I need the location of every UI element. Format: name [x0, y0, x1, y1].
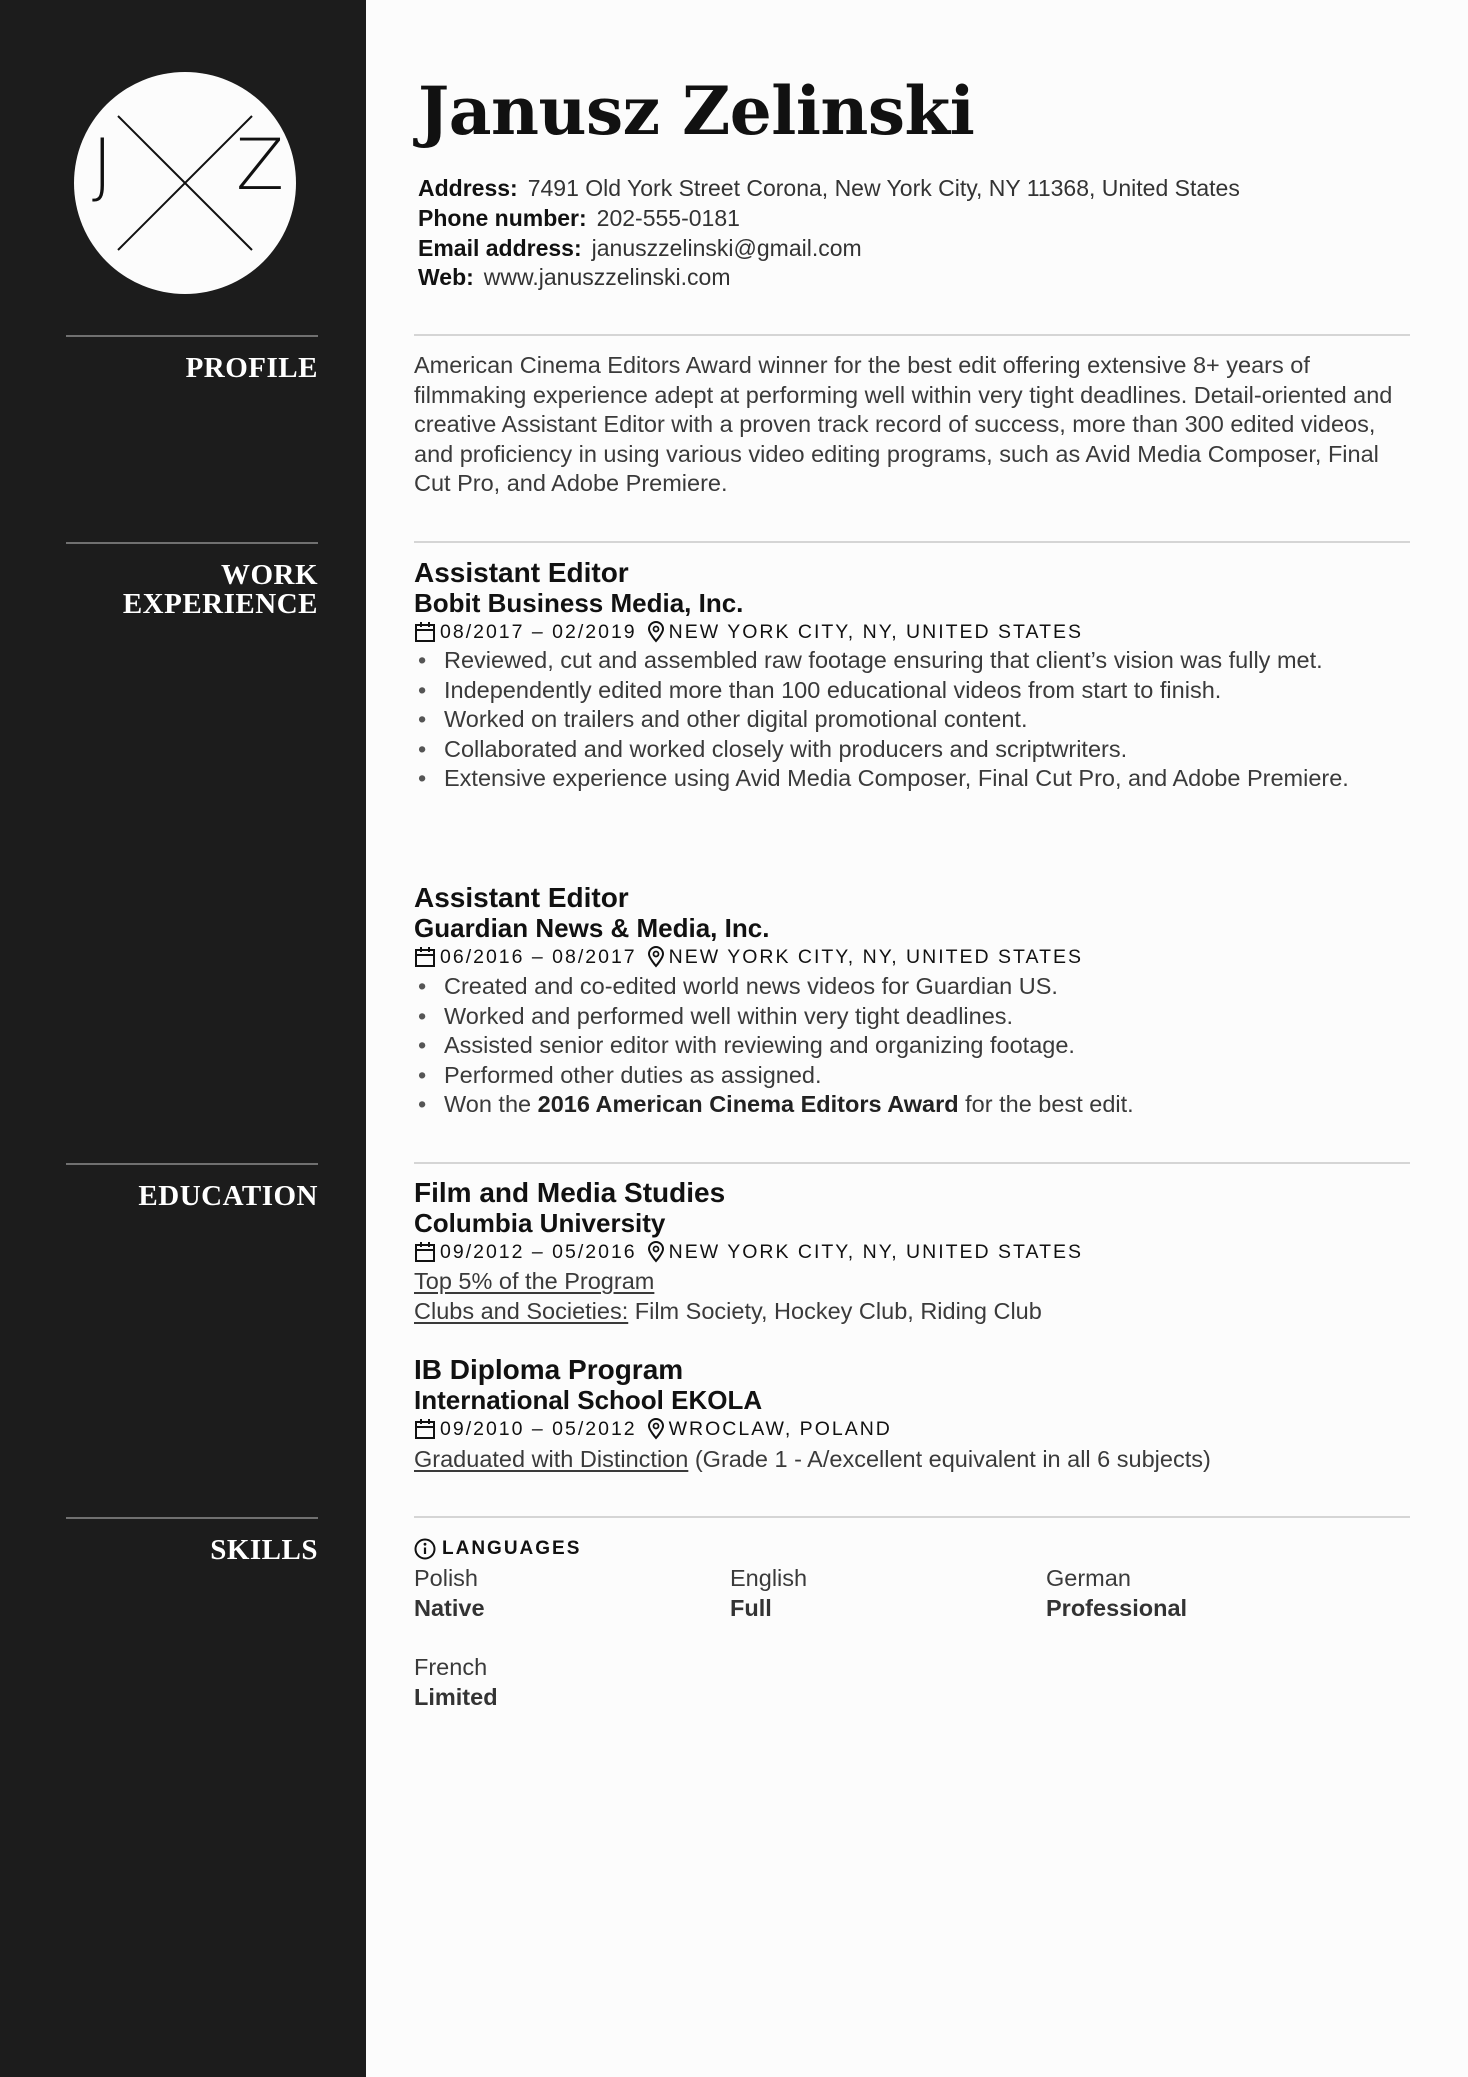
- language-name: Polish: [414, 1565, 479, 1591]
- contact-email: [418, 233, 862, 263]
- location-pin-icon: [647, 621, 665, 643]
- language-level: Limited: [414, 1684, 498, 1710]
- education-meta: [414, 1416, 892, 1442]
- sidebar-divider: [66, 335, 318, 337]
- contact-label: Phone number:: [418, 205, 587, 231]
- list-item: [414, 1090, 1374, 1120]
- job-company: Guardian News & Media, Inc.: [414, 913, 770, 943]
- languages-heading: [414, 1537, 581, 1561]
- education-location: WROCLAW, POLAND: [668, 1418, 892, 1440]
- job-location: NEW YORK CITY, NY, UNITED STATES: [668, 946, 1083, 968]
- contact-label: Web:: [418, 264, 474, 290]
- calendar-icon: [414, 1418, 436, 1440]
- list-item: • Worked and performed well within very tight deadlines.: [414, 1002, 1374, 1032]
- job-meta: [414, 619, 1083, 645]
- language-item: [414, 1652, 714, 1712]
- achievement-link[interactable]: Top 5% of the Program: [414, 1268, 655, 1294]
- list-item: • Collaborated and worked closely with producers and scriptwriters.: [414, 735, 1374, 765]
- language-name: English: [730, 1565, 808, 1591]
- list-item: • Independently edited more than 100 educational videos from start to finish.: [414, 676, 1374, 706]
- language-level: Professional: [1046, 1595, 1188, 1621]
- education-dates: 09/2010 – 05/2012: [440, 1418, 637, 1440]
- education-location: NEW YORK CITY, NY, UNITED STATES: [668, 1241, 1083, 1263]
- language-item: [414, 1563, 714, 1623]
- languages-heading-label: LANGUAGES: [442, 1538, 582, 1559]
- award-name: 2016 American Cinema Editors Award: [537, 1091, 959, 1118]
- education-clubs: [414, 1297, 1042, 1327]
- language-level: Full: [730, 1595, 772, 1621]
- distinction-text: (Grade 1 - A/excellent equivalent in all 6 subjects): [688, 1446, 1211, 1472]
- calendar-icon: [414, 1241, 436, 1263]
- section-divider: [414, 1516, 1410, 1518]
- calendar-icon: [414, 946, 436, 968]
- distinction-link[interactable]: Graduated with Distinction: [414, 1446, 689, 1472]
- school-name: Columbia University: [414, 1208, 666, 1238]
- language-item: [730, 1563, 1030, 1623]
- monogram-letter-right: Z: [236, 124, 284, 206]
- education-achievement: [414, 1267, 654, 1297]
- bullet-text: Won the: [444, 1091, 538, 1118]
- contact-value[interactable]: www.januszzelinski.com: [483, 264, 731, 290]
- contact-value: 7491 Old York Street Corona, New York City, NY 11368, United States: [527, 175, 1240, 201]
- education-distinction: [414, 1445, 1211, 1475]
- list-item: • Performed other duties as assigned.: [414, 1061, 1374, 1091]
- sidebar: [0, 0, 366, 2077]
- contact-address: [418, 173, 1240, 203]
- job-title: Assistant Editor: [414, 557, 629, 588]
- monogram-letter-left: J: [92, 124, 113, 206]
- calendar-icon: [414, 621, 436, 643]
- sidebar-divider: [66, 542, 318, 544]
- job-dates: 06/2016 – 08/2017: [440, 946, 637, 968]
- language-item: [1046, 1563, 1346, 1623]
- section-divider: [414, 1162, 1410, 1164]
- list-item: • Reviewed, cut and assembled raw footage ensuring that client’s vision was fully met.: [414, 646, 1374, 676]
- school-name: International School EKOLA: [414, 1385, 763, 1415]
- location-pin-icon: [647, 946, 665, 968]
- job-meta: [414, 944, 1083, 970]
- location-pin-icon: [647, 1418, 665, 1440]
- location-pin-icon: [647, 1241, 665, 1263]
- contact-label: Address:: [418, 175, 518, 201]
- language-name: German: [1046, 1565, 1131, 1591]
- language-level: Native: [414, 1595, 485, 1621]
- sidebar-divider: [66, 1163, 318, 1165]
- job-location: NEW YORK CITY, NY, UNITED STATES: [668, 621, 1083, 643]
- list-item: • Worked on trailers and other digital promotional content.: [414, 705, 1374, 735]
- contact-value: 202-555-0181: [596, 205, 740, 231]
- monogram-logo: [74, 72, 296, 294]
- clubs-link[interactable]: Clubs and Societies:: [414, 1298, 629, 1324]
- degree-title: IB Diploma Program: [414, 1354, 684, 1385]
- clubs-text: Film Society, Hockey Club, Riding Club: [628, 1298, 1042, 1324]
- list-item: • Assisted senior editor with reviewing and organizing footage.: [414, 1031, 1374, 1061]
- degree-title: Film and Media Studies: [414, 1177, 726, 1208]
- job-dates: 08/2017 – 02/2019: [440, 621, 637, 643]
- education-meta: [414, 1239, 1083, 1265]
- contact-label: Email address:: [418, 235, 582, 261]
- education-dates: 09/2012 – 05/2016: [440, 1241, 637, 1263]
- bullet-text: for the best edit.: [958, 1091, 1134, 1118]
- section-label-work-line2: EXPERIENCE: [122, 588, 318, 620]
- job-duties-list: [414, 972, 1374, 1120]
- section-label-work-line1: WORK: [220, 559, 318, 591]
- language-name: French: [414, 1654, 488, 1680]
- job-company: Bobit Business Media, Inc.: [414, 588, 744, 618]
- list-item: • Extensive experience using Avid Media Composer, Final Cut Pro, and Adobe Premiere.: [414, 764, 1374, 794]
- contact-phone: [418, 203, 740, 233]
- info-icon: [414, 1538, 436, 1560]
- section-label-skills: SKILLS: [210, 1534, 318, 1566]
- section-divider: [414, 334, 1410, 336]
- job-title: Assistant Editor: [414, 882, 629, 913]
- contact-value[interactable]: januszzelinski@gmail.com: [591, 235, 862, 261]
- section-label-profile: PROFILE: [185, 352, 318, 384]
- list-item: • Created and co-edited world news videos for Guardian US.: [414, 972, 1374, 1002]
- contact-web: [418, 262, 731, 292]
- sidebar-divider: [66, 1517, 318, 1519]
- job-duties-list: [414, 646, 1374, 794]
- candidate-name: Janusz Zelinski: [418, 72, 975, 150]
- section-divider: [414, 541, 1410, 543]
- section-label-education: EDUCATION: [138, 1180, 318, 1212]
- profile-summary: American Cinema Editors Award winner for the best edit offering extensive 8+ years of filmmaking experience adept at performing well within very tight deadlines. Detail-oriented and creative Assistant Editor with a proven track record of success, more than 300 edited videos, and proficiency in using various video editing programs, such as Avid Media Composer, Final Cut Pro, and Adobe Premiere.: [414, 352, 1393, 497]
